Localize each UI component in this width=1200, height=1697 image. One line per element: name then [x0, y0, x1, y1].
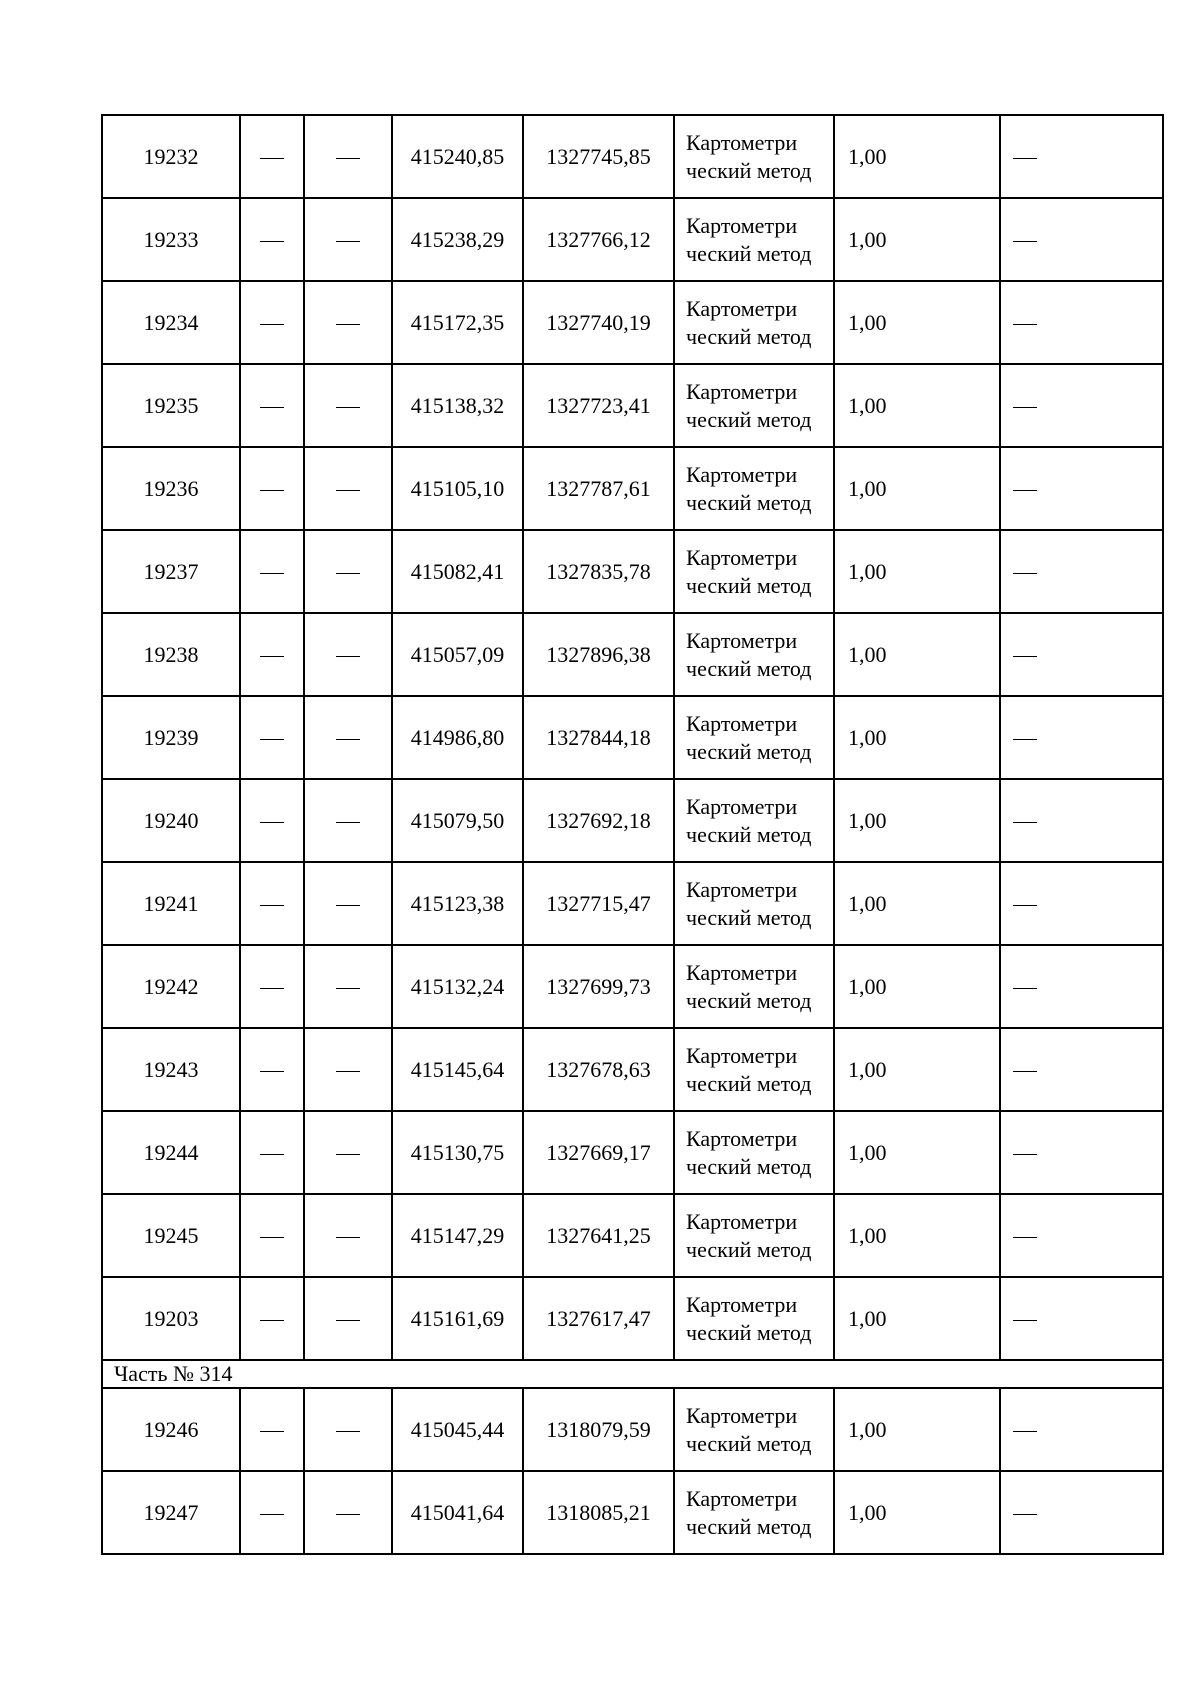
error-cell: 1,00 [834, 945, 1000, 1028]
method-cell: Картометри ческий метод [674, 364, 834, 447]
coordinate-y-cell: 1327715,47 [523, 862, 674, 945]
error-cell: 1,00 [834, 1388, 1000, 1471]
empty-cell-b [304, 115, 392, 198]
coordinate-x-cell: 414986,80 [392, 696, 523, 779]
empty-cell-a [240, 613, 304, 696]
coordinate-x-cell: 415172,35 [392, 281, 523, 364]
table-row [102, 1194, 1163, 1277]
error-cell: 1,00 [834, 613, 1000, 696]
empty-cell-c [1000, 115, 1163, 198]
coordinate-x-cell: 415079,50 [392, 779, 523, 862]
table-row [102, 862, 1163, 945]
empty-cell-c [1000, 530, 1163, 613]
empty-cell-b [304, 696, 392, 779]
point-number-cell: 19234 [102, 281, 240, 364]
table-row [102, 696, 1163, 779]
empty-value-dash [336, 490, 360, 491]
empty-value-dash [260, 241, 284, 242]
empty-value-dash [260, 1237, 284, 1238]
error-cell: 1,00 [834, 696, 1000, 779]
table-row [102, 1471, 1163, 1554]
empty-cell-c [1000, 1194, 1163, 1277]
empty-value-dash [260, 739, 284, 740]
error-cell: 1,00 [834, 1471, 1000, 1554]
empty-cell-b [304, 1471, 392, 1554]
empty-value-dash [336, 1071, 360, 1072]
point-number-cell: 19238 [102, 613, 240, 696]
method-cell: Картометри ческий метод [674, 1111, 834, 1194]
empty-cell-a [240, 281, 304, 364]
point-number-cell: 19242 [102, 945, 240, 1028]
coordinate-x-cell: 415138,32 [392, 364, 523, 447]
point-number-cell: 19236 [102, 447, 240, 530]
table-row [102, 364, 1163, 447]
empty-cell-c [1000, 447, 1163, 530]
section-label: Часть № 314 [102, 1360, 1163, 1388]
point-number-cell: 19247 [102, 1471, 240, 1554]
table-row [102, 198, 1163, 281]
empty-cell-c [1000, 281, 1163, 364]
empty-value-dash [260, 490, 284, 491]
point-number-cell: 19240 [102, 779, 240, 862]
coordinate-x-cell: 415240,85 [392, 115, 523, 198]
method-cell: Картометри ческий метод [674, 198, 834, 281]
error-cell: 1,00 [834, 862, 1000, 945]
empty-value-dash [1013, 1237, 1037, 1238]
empty-cell-c [1000, 1471, 1163, 1554]
empty-cell-c [1000, 364, 1163, 447]
method-cell: Картометри ческий метод [674, 1277, 834, 1360]
empty-cell-c [1000, 1277, 1163, 1360]
empty-value-dash [260, 1320, 284, 1321]
coordinate-y-cell: 1327745,85 [523, 115, 674, 198]
table-row [102, 115, 1163, 198]
point-number-cell: 19243 [102, 1028, 240, 1111]
coordinate-x-cell: 415161,69 [392, 1277, 523, 1360]
empty-cell-a [240, 115, 304, 198]
empty-cell-c [1000, 1111, 1163, 1194]
empty-cell-a [240, 1388, 304, 1471]
coordinate-x-cell: 415082,41 [392, 530, 523, 613]
method-cell: Картометри ческий метод [674, 281, 834, 364]
empty-cell-a [240, 779, 304, 862]
error-cell: 1,00 [834, 198, 1000, 281]
point-number-cell: 19233 [102, 198, 240, 281]
empty-value-dash [260, 1154, 284, 1155]
coordinate-y-cell: 1318079,59 [523, 1388, 674, 1471]
point-number-cell: 19235 [102, 364, 240, 447]
coordinate-y-cell: 1318085,21 [523, 1471, 674, 1554]
empty-cell-b [304, 281, 392, 364]
coordinate-x-cell: 415041,64 [392, 1471, 523, 1554]
empty-cell-a [240, 1471, 304, 1554]
table-row [102, 1277, 1163, 1360]
empty-cell-b [304, 779, 392, 862]
empty-cell-c [1000, 1388, 1163, 1471]
empty-value-dash [1013, 324, 1037, 325]
empty-cell-c [1000, 862, 1163, 945]
coordinate-y-cell: 1327844,18 [523, 696, 674, 779]
empty-value-dash [1013, 905, 1037, 906]
coordinates-table [101, 114, 1164, 1555]
empty-value-dash [1013, 573, 1037, 574]
empty-cell-c [1000, 945, 1163, 1028]
empty-cell-a [240, 447, 304, 530]
empty-cell-c [1000, 613, 1163, 696]
point-number-cell: 19245 [102, 1194, 240, 1277]
point-number-cell: 19244 [102, 1111, 240, 1194]
empty-cell-b [304, 1277, 392, 1360]
empty-value-dash [336, 241, 360, 242]
point-number-cell: 19239 [102, 696, 240, 779]
empty-cell-a [240, 364, 304, 447]
table-row [102, 779, 1163, 862]
empty-value-dash [260, 905, 284, 906]
coordinate-y-cell: 1327641,25 [523, 1194, 674, 1277]
coordinate-y-cell: 1327692,18 [523, 779, 674, 862]
empty-value-dash [1013, 1431, 1037, 1432]
table-row [102, 447, 1163, 530]
error-cell: 1,00 [834, 530, 1000, 613]
error-cell: 1,00 [834, 364, 1000, 447]
method-cell: Картометри ческий метод [674, 447, 834, 530]
empty-cell-c [1000, 198, 1163, 281]
empty-value-dash [260, 407, 284, 408]
empty-value-dash [1013, 490, 1037, 491]
empty-value-dash [1013, 241, 1037, 242]
coordinate-y-cell: 1327723,41 [523, 364, 674, 447]
method-cell: Картометри ческий метод [674, 1388, 834, 1471]
method-cell: Картометри ческий метод [674, 1471, 834, 1554]
coordinate-y-cell: 1327896,38 [523, 613, 674, 696]
error-cell: 1,00 [834, 1028, 1000, 1111]
table-row [102, 530, 1163, 613]
empty-cell-a [240, 696, 304, 779]
point-number-cell: 19203 [102, 1277, 240, 1360]
empty-cell-a [240, 530, 304, 613]
empty-cell-a [240, 198, 304, 281]
coordinate-y-cell: 1327766,12 [523, 198, 674, 281]
empty-value-dash [1013, 656, 1037, 657]
empty-cell-b [304, 364, 392, 447]
empty-cell-b [304, 198, 392, 281]
empty-value-dash [1013, 988, 1037, 989]
table-body [102, 115, 1163, 1554]
point-number-cell: 19232 [102, 115, 240, 198]
coordinate-y-cell: 1327835,78 [523, 530, 674, 613]
empty-value-dash [260, 573, 284, 574]
empty-value-dash [336, 905, 360, 906]
method-cell: Картометри ческий метод [674, 1028, 834, 1111]
coordinate-y-cell: 1327740,19 [523, 281, 674, 364]
empty-cell-a [240, 1028, 304, 1111]
error-cell: 1,00 [834, 779, 1000, 862]
error-cell: 1,00 [834, 1111, 1000, 1194]
empty-value-dash [1013, 822, 1037, 823]
empty-value-dash [336, 988, 360, 989]
error-cell: 1,00 [834, 447, 1000, 530]
empty-value-dash [1013, 407, 1037, 408]
empty-value-dash [1013, 158, 1037, 159]
point-number-cell: 19237 [102, 530, 240, 613]
coordinate-x-cell: 415145,64 [392, 1028, 523, 1111]
empty-cell-b [304, 613, 392, 696]
empty-value-dash [336, 1320, 360, 1321]
empty-cell-a [240, 945, 304, 1028]
empty-value-dash [336, 656, 360, 657]
coordinate-x-cell: 415105,10 [392, 447, 523, 530]
empty-value-dash [260, 988, 284, 989]
method-cell: Картометри ческий метод [674, 1194, 834, 1277]
coordinate-x-cell: 415147,29 [392, 1194, 523, 1277]
table-row [102, 945, 1163, 1028]
empty-cell-c [1000, 779, 1163, 862]
coordinate-y-cell: 1327699,73 [523, 945, 674, 1028]
empty-value-dash [260, 324, 284, 325]
coordinate-y-cell: 1327678,63 [523, 1028, 674, 1111]
empty-cell-b [304, 530, 392, 613]
coordinate-y-cell: 1327617,47 [523, 1277, 674, 1360]
table-row [102, 281, 1163, 364]
table-row [102, 1028, 1163, 1111]
empty-cell-c [1000, 696, 1163, 779]
coordinate-x-cell: 415132,24 [392, 945, 523, 1028]
section-header-row [102, 1360, 1163, 1388]
empty-value-dash [336, 1514, 360, 1515]
empty-value-dash [1013, 1320, 1037, 1321]
empty-cell-a [240, 1277, 304, 1360]
empty-value-dash [336, 407, 360, 408]
table-row [102, 613, 1163, 696]
empty-value-dash [336, 324, 360, 325]
coordinate-x-cell: 415238,29 [392, 198, 523, 281]
coordinate-x-cell: 415057,09 [392, 613, 523, 696]
empty-cell-b [304, 447, 392, 530]
method-cell: Картометри ческий метод [674, 779, 834, 862]
empty-value-dash [336, 1431, 360, 1432]
method-cell: Картометри ческий метод [674, 115, 834, 198]
empty-value-dash [1013, 1154, 1037, 1155]
error-cell: 1,00 [834, 1194, 1000, 1277]
method-cell: Картометри ческий метод [674, 862, 834, 945]
empty-value-dash [336, 1237, 360, 1238]
table-row [102, 1388, 1163, 1471]
method-cell: Картометри ческий метод [674, 530, 834, 613]
empty-value-dash [260, 1431, 284, 1432]
coordinate-y-cell: 1327669,17 [523, 1111, 674, 1194]
empty-value-dash [1013, 1514, 1037, 1515]
empty-value-dash [260, 158, 284, 159]
empty-cell-b [304, 862, 392, 945]
error-cell: 1,00 [834, 115, 1000, 198]
empty-value-dash [260, 822, 284, 823]
empty-cell-c [1000, 1028, 1163, 1111]
method-cell: Картометри ческий метод [674, 696, 834, 779]
error-cell: 1,00 [834, 1277, 1000, 1360]
method-cell: Картометри ческий метод [674, 945, 834, 1028]
empty-value-dash [336, 739, 360, 740]
empty-value-dash [260, 656, 284, 657]
empty-value-dash [260, 1514, 284, 1515]
point-number-cell: 19246 [102, 1388, 240, 1471]
empty-value-dash [336, 158, 360, 159]
empty-value-dash [336, 822, 360, 823]
empty-cell-a [240, 862, 304, 945]
empty-value-dash [1013, 739, 1037, 740]
coordinate-x-cell: 415045,44 [392, 1388, 523, 1471]
empty-cell-b [304, 1388, 392, 1471]
empty-cell-a [240, 1111, 304, 1194]
method-cell: Картометри ческий метод [674, 613, 834, 696]
coordinate-y-cell: 1327787,61 [523, 447, 674, 530]
empty-cell-b [304, 1111, 392, 1194]
table-row [102, 1111, 1163, 1194]
empty-cell-a [240, 1194, 304, 1277]
coordinate-x-cell: 415123,38 [392, 862, 523, 945]
empty-cell-b [304, 1028, 392, 1111]
coordinate-x-cell: 415130,75 [392, 1111, 523, 1194]
point-number-cell: 19241 [102, 862, 240, 945]
error-cell: 1,00 [834, 281, 1000, 364]
empty-cell-b [304, 945, 392, 1028]
empty-value-dash [260, 1071, 284, 1072]
empty-cell-b [304, 1194, 392, 1277]
empty-value-dash [336, 573, 360, 574]
empty-value-dash [336, 1154, 360, 1155]
empty-value-dash [1013, 1071, 1037, 1072]
